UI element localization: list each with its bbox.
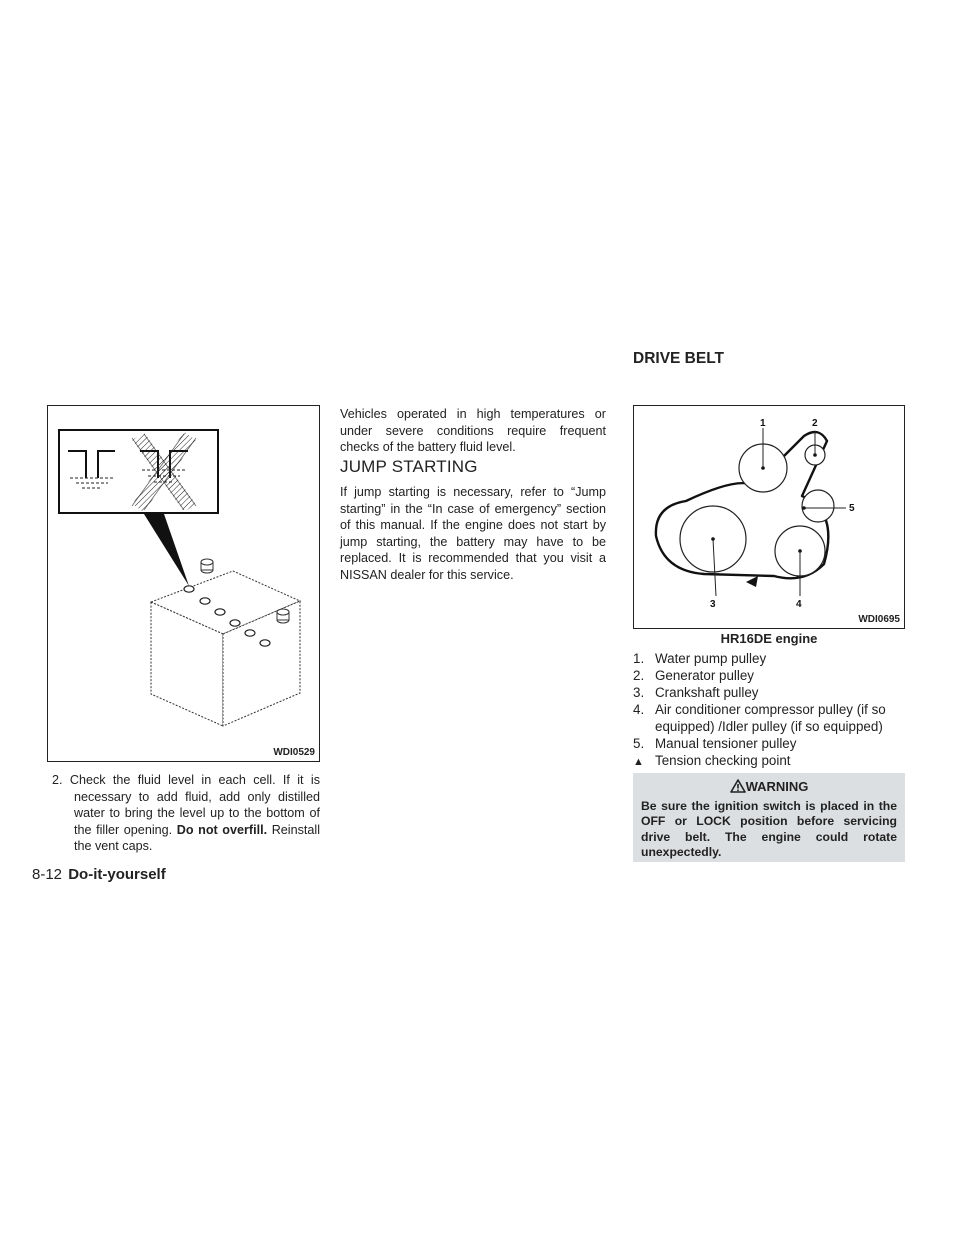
pulley-label-5: 5 xyxy=(849,503,855,514)
warning-box xyxy=(633,773,905,862)
pulley-label-1: 1 xyxy=(760,418,766,429)
warning-heading xyxy=(641,779,897,799)
page-footer xyxy=(32,866,166,883)
figure-code: WDI0695 xyxy=(858,614,900,625)
list-item xyxy=(633,650,913,667)
list-number: 2. xyxy=(633,668,645,683)
page-number: 8-12 xyxy=(32,866,63,883)
figure-code: WDI0529 xyxy=(273,747,315,758)
battery-figure xyxy=(47,405,320,762)
warning-title: WARNING xyxy=(745,779,809,794)
list-text: Generator pulley xyxy=(655,668,754,683)
chapter-title: Do-it-yourself xyxy=(68,866,166,883)
list-item xyxy=(633,735,913,752)
list-item xyxy=(633,667,913,684)
intro-paragraph: Vehicles operated in high temperatures or under severe conditions require frequent checks of the battery fluid level. xyxy=(340,407,606,455)
step-number: 2. xyxy=(52,773,63,787)
list-number: 5. xyxy=(633,736,645,751)
warning-triangle-icon xyxy=(730,779,746,793)
list-item-tension-point xyxy=(633,752,913,771)
list-text: Tension checking point xyxy=(655,753,791,768)
warning-text: Be sure the ignition switch is placed in the OFF or LOCK position before servicing drive belt. The engine could rotate unexpectedly. xyxy=(641,799,897,860)
list-text: Air conditioner compressor pulley (if so equipped) /Idler pulley (if so equipped) xyxy=(655,702,886,734)
step-2 xyxy=(52,772,320,855)
step-text: Check the fluid level in each cell. If it is necessary to add fluid, add only distilled water to bring the level up to the bottom of the filler opening. xyxy=(69,773,320,837)
list-item xyxy=(633,701,913,735)
drive-belt-figure xyxy=(633,405,905,629)
pulley-label-2: 2 xyxy=(812,418,818,429)
list-text: Crankshaft pulley xyxy=(655,685,759,700)
section-title-jump-starting: JUMP STARTING xyxy=(340,457,478,476)
pulley-tensioner xyxy=(802,490,834,522)
triangle-icon: ▲ xyxy=(633,756,644,768)
jump-starting-paragraph: If jump starting is necessary, refer to “Jump starting” in the “In case of emergency” section of this manual. If the engine does not start by jump starting, the battery may have to be replaced. It is recommended that you visit a NISSAN dealer for this service. xyxy=(340,485,606,582)
battery-box xyxy=(151,571,300,726)
figure-caption: HR16DE engine xyxy=(720,631,818,646)
step-text-end: Reinstall the vent caps. xyxy=(74,822,321,854)
list-number: 4. xyxy=(633,702,645,717)
list-text: Manual tensioner pulley xyxy=(655,736,797,751)
step-warning-bold: Do not overfill. xyxy=(176,822,268,837)
pulley-list xyxy=(633,650,913,771)
tension-point-marker xyxy=(746,576,758,587)
list-text: Water pump pulley xyxy=(655,651,767,666)
pulleys xyxy=(680,444,834,576)
pointer-wedge xyxy=(144,514,189,586)
pulley-label-4: 4 xyxy=(796,599,802,610)
section-title-drive-belt: DRIVE BELT xyxy=(633,350,724,367)
drive-belt-diagram xyxy=(634,406,904,628)
pulley-label-3: 3 xyxy=(710,599,716,610)
list-number: 3. xyxy=(633,685,645,700)
list-number: 1. xyxy=(633,651,645,666)
battery-illustration xyxy=(48,406,319,761)
list-item xyxy=(633,684,913,701)
